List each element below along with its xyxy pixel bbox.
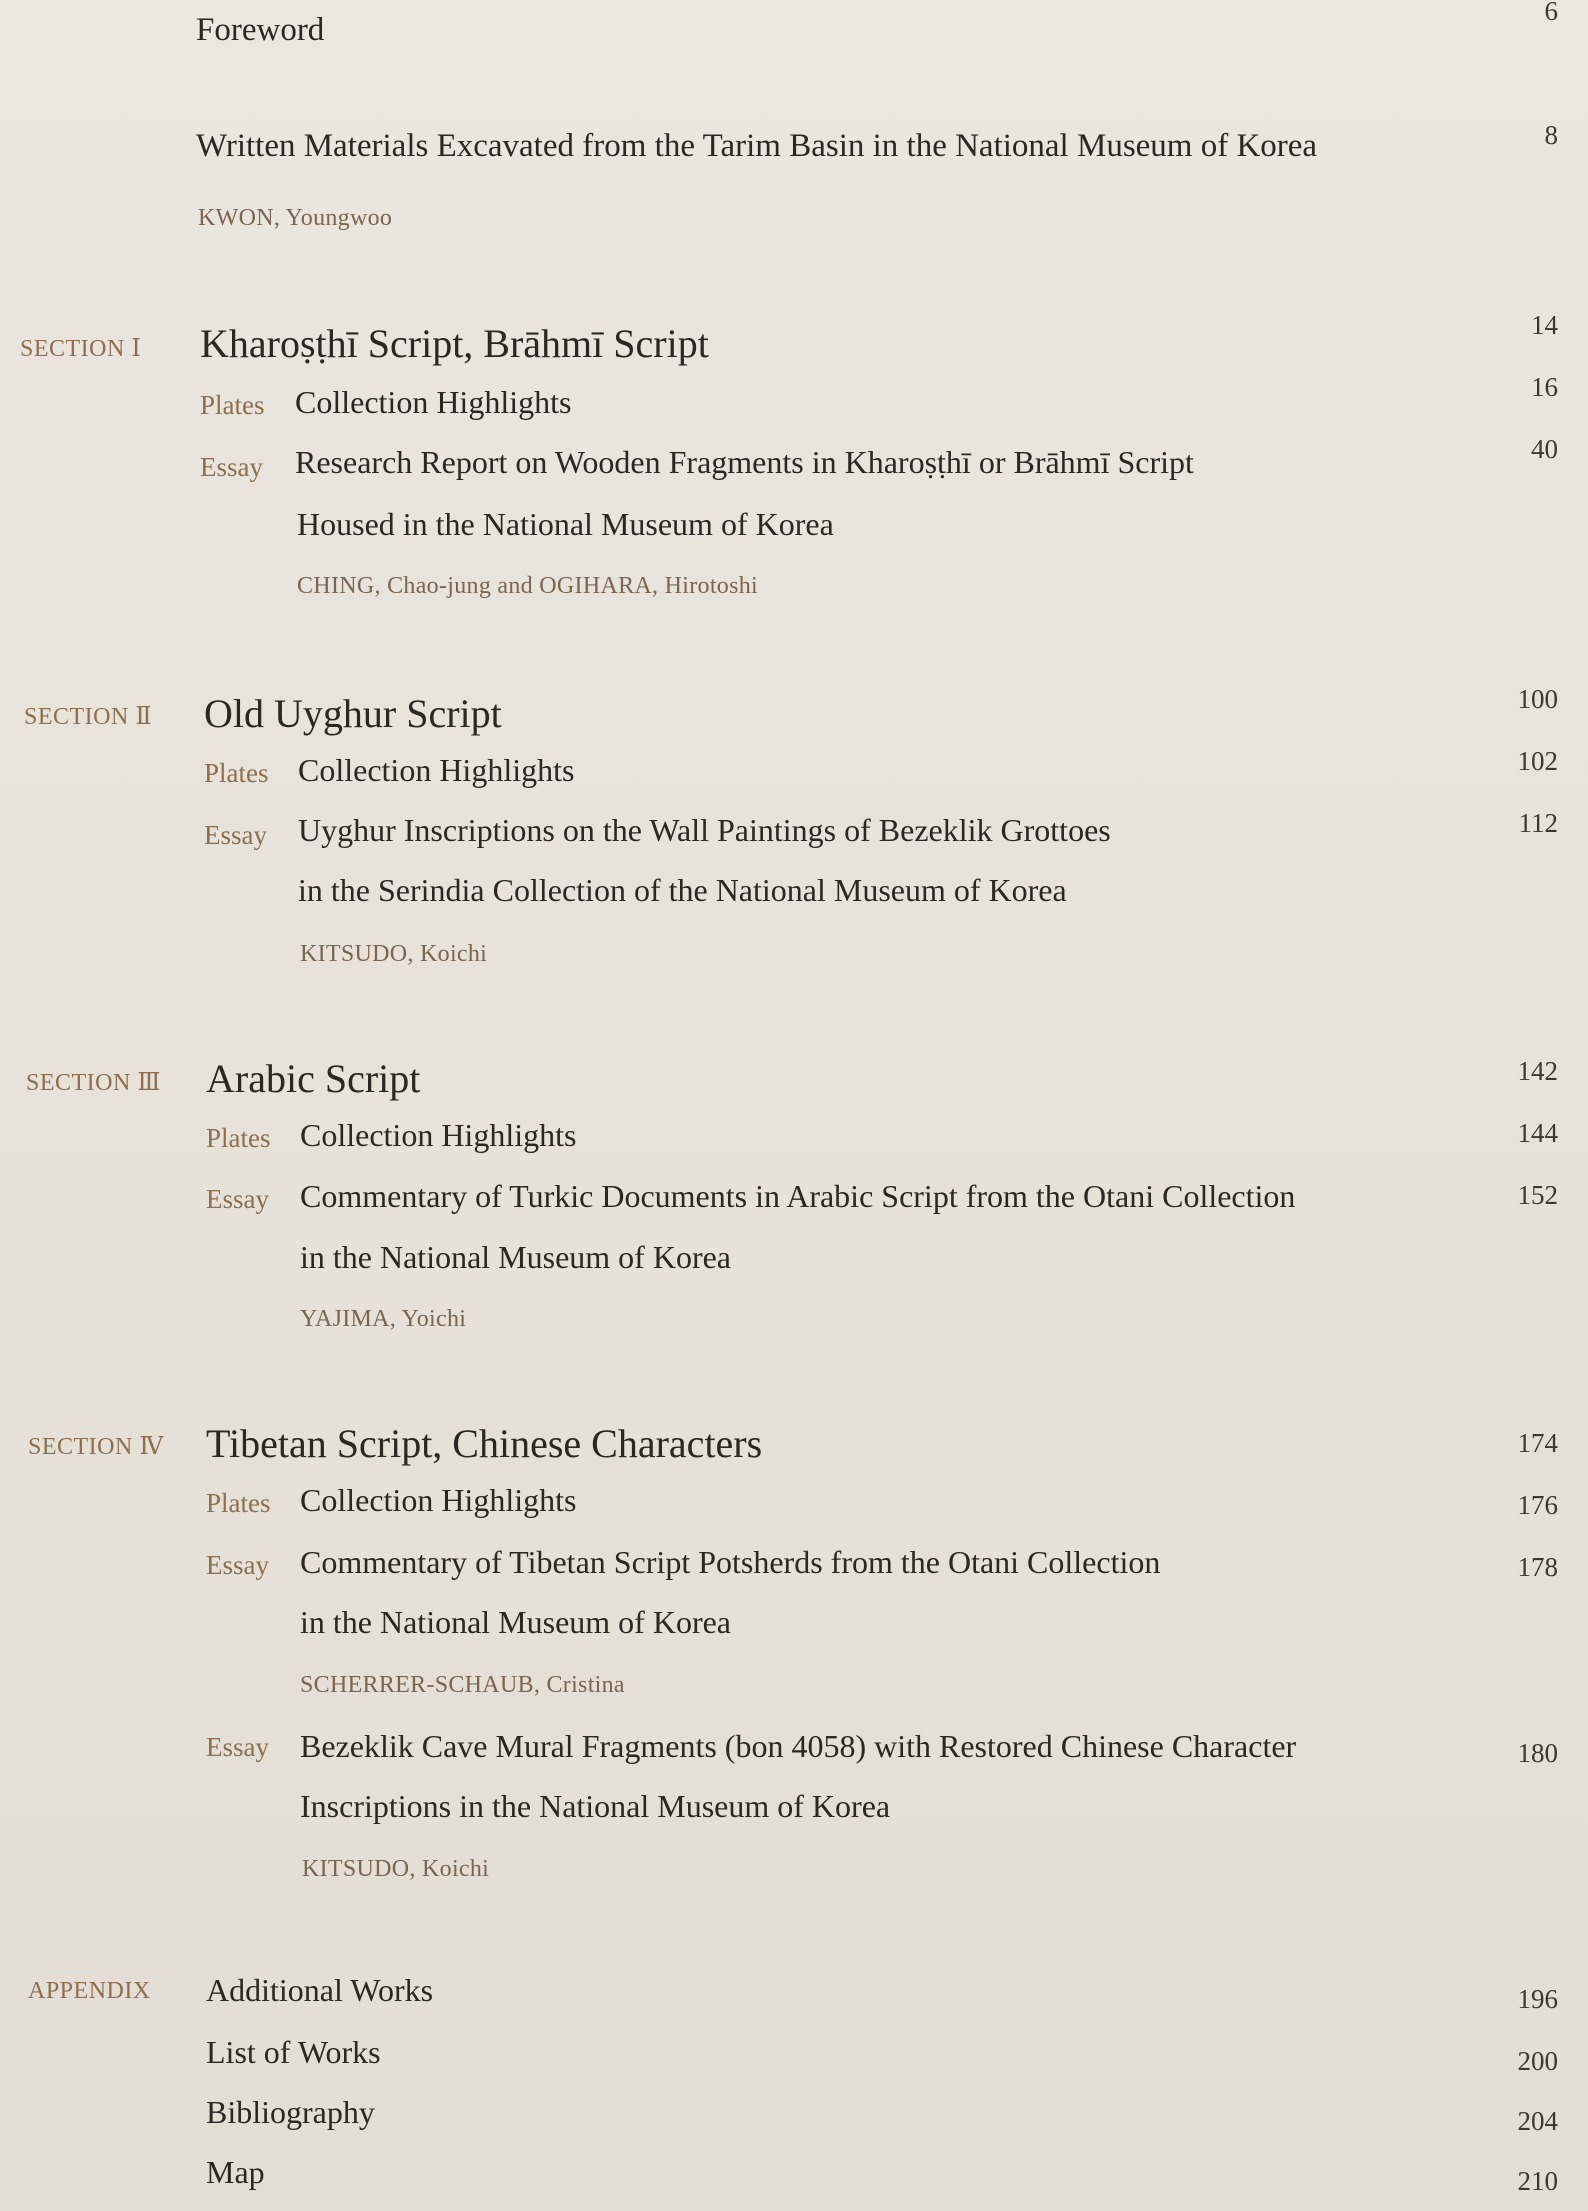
section-4-label: SECTION Ⅳ bbox=[28, 1434, 164, 1460]
section-2-plates-page: 102 bbox=[1517, 746, 1558, 776]
section-2-essay-kind: Essay bbox=[204, 820, 267, 850]
section-1-essay-author: CHING, Chao-jung and OGIHARA, Hirotoshi bbox=[297, 573, 758, 599]
section-2-label: SECTION Ⅱ bbox=[24, 704, 153, 730]
section-1-plates-page: 16 bbox=[1531, 372, 1558, 402]
section-4-essay-1-page: 178 bbox=[1517, 1552, 1558, 1582]
section-4-page: 174 bbox=[1517, 1428, 1558, 1458]
section-4-plates-kind: Plates bbox=[206, 1488, 271, 1518]
section-2-essay-page: 112 bbox=[1518, 808, 1558, 838]
appendix-item-3-page: 204 bbox=[1517, 2106, 1558, 2136]
section-3-label: SECTION Ⅲ bbox=[26, 1070, 161, 1096]
section-1-label: SECTION Ⅰ bbox=[20, 336, 142, 362]
section-4-essay-2-line-1: Bezeklik Cave Mural Fragments (bon 4058) with Restored Chinese Character bbox=[300, 1728, 1297, 1764]
section-3-plates-kind: Plates bbox=[206, 1123, 271, 1153]
section-4-plates-page: 176 bbox=[1517, 1490, 1558, 1520]
section-4-essay-1-author: SCHERRER-SCHAUB, Cristina bbox=[300, 1672, 625, 1698]
appendix-item-2-page: 200 bbox=[1517, 2046, 1558, 2076]
section-4-essay-2-kind: Essay bbox=[206, 1732, 269, 1762]
section-3-essay-kind: Essay bbox=[206, 1184, 269, 1214]
section-1-title: Kharoṣṭhī Script, Brāhmī Script bbox=[200, 321, 709, 366]
section-4-essay-2-page: 180 bbox=[1517, 1738, 1558, 1768]
section-2-plates-kind: Plates bbox=[204, 758, 269, 788]
toc-foreword-title: Foreword bbox=[196, 12, 325, 48]
section-2-essay-line-2: in the Serindia Collection of the National Museum of Korea bbox=[298, 872, 1067, 908]
appendix-label: APPENDIX bbox=[28, 1978, 151, 2004]
section-4-essay-1-kind: Essay bbox=[206, 1550, 269, 1580]
section-1-essay-page: 40 bbox=[1531, 434, 1558, 464]
appendix-item-2-title: List of Works bbox=[206, 2034, 381, 2070]
section-3-essay-line-1: Commentary of Turkic Documents in Arabic Script from the Otani Collection bbox=[300, 1178, 1296, 1214]
section-3-plates-title: Collection Highlights bbox=[300, 1117, 577, 1153]
appendix-item-1-page: 196 bbox=[1517, 1984, 1558, 2014]
section-1-plates-kind: Plates bbox=[200, 390, 265, 420]
section-1-essay-line-1: Research Report on Wooden Fragments in Kharoṣṭhī or Brāhmī Script bbox=[295, 444, 1194, 480]
section-3-title: Arabic Script bbox=[206, 1056, 421, 1101]
section-4-plates-title: Collection Highlights bbox=[300, 1482, 577, 1518]
section-2-plates-title: Collection Highlights bbox=[298, 752, 575, 788]
section-1-essay-kind: Essay bbox=[200, 452, 263, 482]
section-3-plates-page: 144 bbox=[1517, 1118, 1558, 1148]
appendix-item-1-title: Additional Works bbox=[206, 1972, 434, 2008]
appendix-item-3-title: Bibliography bbox=[206, 2094, 375, 2130]
section-3-page: 142 bbox=[1517, 1056, 1558, 1086]
section-4-essay-2-line-2: Inscriptions in the National Museum of Korea bbox=[300, 1788, 891, 1824]
toc-intro-author: KWON, Youngwoo bbox=[198, 205, 393, 231]
section-2-essay-line-1: Uyghur Inscriptions on the Wall Paintings of Bezeklik Grottoes bbox=[298, 812, 1111, 848]
section-4-essay-1-line-2: in the National Museum of Korea bbox=[300, 1604, 731, 1640]
section-1-page: 14 bbox=[1531, 310, 1558, 340]
section-3-essay-line-2: in the National Museum of Korea bbox=[300, 1239, 731, 1275]
section-3-essay-page: 152 bbox=[1517, 1180, 1558, 1210]
section-4-essay-1-line-1: Commentary of Tibetan Script Potsherds from the Otani Collection bbox=[300, 1544, 1161, 1580]
section-4-title: Tibetan Script, Chinese Characters bbox=[206, 1421, 763, 1466]
section-1-essay-line-2: Housed in the National Museum of Korea bbox=[297, 506, 834, 542]
appendix-item-4-title: Map bbox=[206, 2154, 265, 2190]
section-1-plates-title: Collection Highlights bbox=[295, 384, 572, 420]
section-2-page: 100 bbox=[1517, 684, 1558, 714]
toc-intro-title: Written Materials Excavated from the Tarim Basin in the National Museum of Korea bbox=[196, 128, 1318, 164]
appendix-item-4-page: 210 bbox=[1517, 2166, 1558, 2196]
section-2-title: Old Uyghur Script bbox=[204, 691, 502, 736]
section-3-essay-author: YAJIMA, Yoichi bbox=[300, 1306, 467, 1332]
toc-intro-page: 8 bbox=[1544, 120, 1558, 150]
section-4-essay-2-author: KITSUDO, Koichi bbox=[302, 1856, 490, 1882]
section-2-essay-author: KITSUDO, Koichi bbox=[300, 941, 488, 967]
toc-foreword-page: 6 bbox=[1544, 0, 1558, 26]
